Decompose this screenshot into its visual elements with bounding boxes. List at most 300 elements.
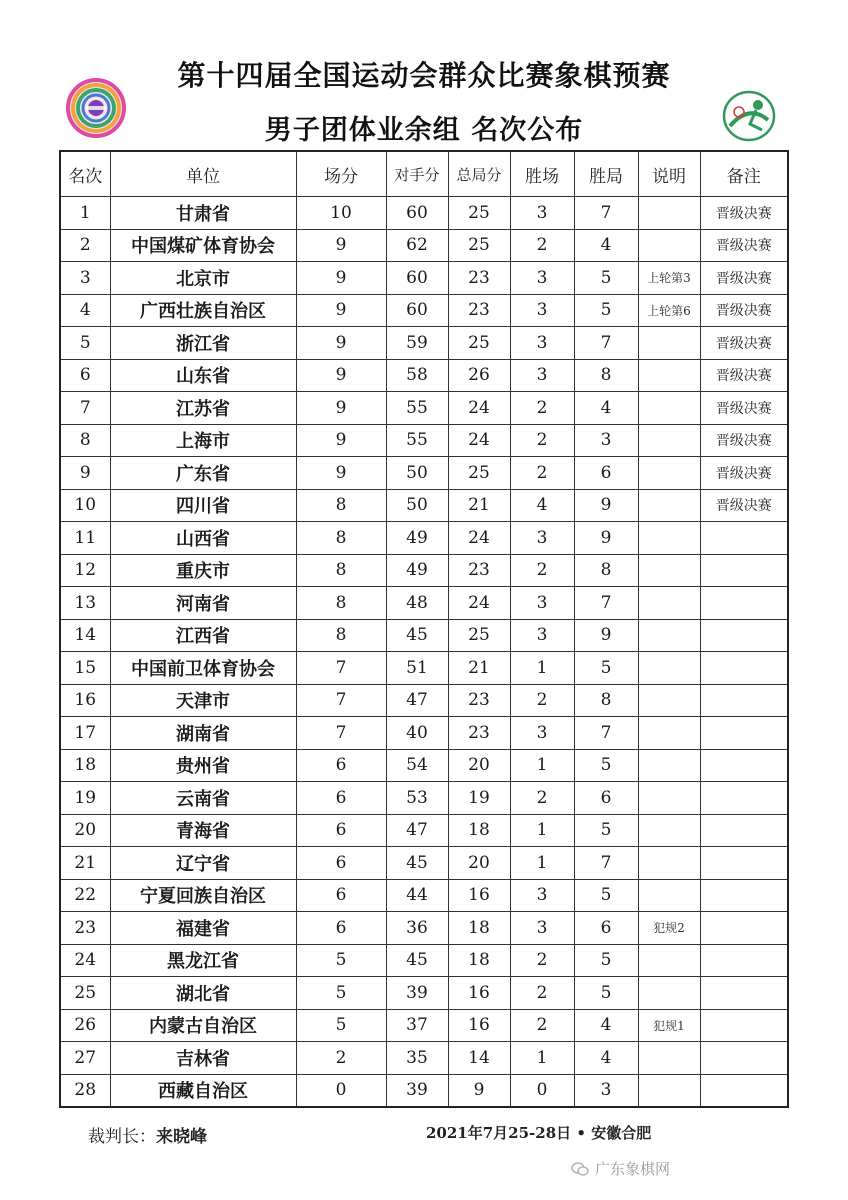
explanation-cell — [638, 944, 700, 977]
opponent-points-cell: 48 — [386, 587, 448, 620]
ranking-table — [59, 150, 789, 1108]
total-game-points-cell: 24 — [448, 522, 510, 555]
match-points-cell: 9 — [296, 359, 386, 392]
page-title: 第十四届全国运动会群众比赛象棋预赛 — [177, 59, 671, 92]
wechat-icon — [571, 1162, 589, 1176]
opponent-points-cell: 44 — [386, 879, 448, 912]
opponent-points-cell: 40 — [386, 717, 448, 750]
matches-won-cell: 2 — [510, 684, 574, 717]
explanation-cell — [638, 587, 700, 620]
games-won-cell: 5 — [574, 294, 638, 327]
explanation-cell — [638, 327, 700, 360]
explanation-cell — [638, 847, 700, 880]
games-won-cell: 9 — [574, 522, 638, 555]
table-row — [60, 392, 788, 425]
games-won-cell: 8 — [574, 359, 638, 392]
matches-won-cell: 1 — [510, 749, 574, 782]
total-game-points-cell: 14 — [448, 1042, 510, 1075]
col-header-match-points: 场分 — [296, 151, 386, 197]
remark-cell: 晋级决赛 — [700, 262, 788, 295]
total-game-points-cell: 19 — [448, 782, 510, 815]
rank-cell: 15 — [60, 652, 110, 685]
remark-cell — [700, 717, 788, 750]
remark-cell: 晋级决赛 — [700, 229, 788, 262]
games-won-cell: 7 — [574, 847, 638, 880]
date-place: 2021年7月25-28日 • 安徽合肥 — [426, 1124, 652, 1142]
table-row — [60, 1074, 788, 1107]
table-row — [60, 229, 788, 262]
rank-cell: 17 — [60, 717, 110, 750]
matches-won-cell: 3 — [510, 359, 574, 392]
match-points-cell: 5 — [296, 944, 386, 977]
matches-won-cell: 3 — [510, 327, 574, 360]
rank-cell: 12 — [60, 554, 110, 587]
match-points-cell: 7 — [296, 717, 386, 750]
table-row — [60, 749, 788, 782]
unit-cell: 内蒙古自治区 — [110, 1009, 296, 1042]
opponent-points-cell: 51 — [386, 652, 448, 685]
match-points-cell: 8 — [296, 554, 386, 587]
unit-cell: 山西省 — [110, 522, 296, 555]
watermark-text: 广东象棋网 — [595, 1160, 671, 1178]
matches-won-cell: 3 — [510, 522, 574, 555]
games-won-cell: 7 — [574, 717, 638, 750]
games-won-cell: 8 — [574, 684, 638, 717]
games-won-cell: 4 — [574, 392, 638, 425]
explanation-cell — [638, 684, 700, 717]
opponent-points-cell: 49 — [386, 522, 448, 555]
games-won-cell: 9 — [574, 619, 638, 652]
unit-cell: 宁夏回族自治区 — [110, 879, 296, 912]
total-game-points-cell: 23 — [448, 294, 510, 327]
rank-cell: 11 — [60, 522, 110, 555]
table-row — [60, 912, 788, 945]
matches-won-cell: 3 — [510, 262, 574, 295]
remark-cell: 晋级决赛 — [700, 457, 788, 490]
unit-cell: 浙江省 — [110, 327, 296, 360]
opponent-points-cell: 35 — [386, 1042, 448, 1075]
explanation-cell — [638, 457, 700, 490]
matches-won-cell: 1 — [510, 652, 574, 685]
rank-cell: 23 — [60, 912, 110, 945]
remark-cell — [700, 684, 788, 717]
rank-cell: 19 — [60, 782, 110, 815]
unit-cell: 天津市 — [110, 684, 296, 717]
page-subtitle: 男子团体业余组 名次公布 — [264, 115, 584, 146]
opponent-points-cell: 37 — [386, 1009, 448, 1042]
remark-cell — [700, 782, 788, 815]
unit-cell: 上海市 — [110, 424, 296, 457]
unit-cell: 西藏自治区 — [110, 1074, 296, 1107]
explanation-cell: 犯规2 — [638, 912, 700, 945]
watermark — [571, 1158, 670, 1179]
match-points-cell: 10 — [296, 197, 386, 230]
rank-cell: 16 — [60, 684, 110, 717]
table-row — [60, 814, 788, 847]
chief-referee-name: 来晓峰 — [156, 1127, 207, 1147]
remark-cell: 晋级决赛 — [700, 359, 788, 392]
opponent-points-cell: 47 — [386, 684, 448, 717]
unit-cell: 辽宁省 — [110, 847, 296, 880]
explanation-cell — [638, 392, 700, 425]
remark-cell — [700, 977, 788, 1010]
total-game-points-cell: 16 — [448, 1009, 510, 1042]
unit-cell: 北京市 — [110, 262, 296, 295]
rank-cell: 4 — [60, 294, 110, 327]
explanation-cell — [638, 749, 700, 782]
explanation-cell — [638, 522, 700, 555]
games-won-cell: 7 — [574, 327, 638, 360]
explanation-cell — [638, 1074, 700, 1107]
explanation-cell — [638, 1042, 700, 1075]
unit-cell: 湖北省 — [110, 977, 296, 1010]
mass-sports-logo-icon — [722, 90, 776, 142]
match-points-cell: 7 — [296, 652, 386, 685]
explanation-cell — [638, 879, 700, 912]
table-row — [60, 1042, 788, 1075]
rank-cell: 5 — [60, 327, 110, 360]
matches-won-cell: 2 — [510, 424, 574, 457]
opponent-points-cell: 58 — [386, 359, 448, 392]
matches-won-cell: 2 — [510, 554, 574, 587]
table-header-row — [60, 151, 788, 197]
remark-cell: 晋级决赛 — [700, 489, 788, 522]
matches-won-cell: 3 — [510, 619, 574, 652]
unit-cell: 江西省 — [110, 619, 296, 652]
table-row — [60, 652, 788, 685]
total-game-points-cell: 24 — [448, 424, 510, 457]
matches-won-cell: 2 — [510, 457, 574, 490]
opponent-points-cell: 36 — [386, 912, 448, 945]
table-row — [60, 847, 788, 880]
match-points-cell: 9 — [296, 392, 386, 425]
match-points-cell: 6 — [296, 912, 386, 945]
total-game-points-cell: 25 — [448, 619, 510, 652]
table-row — [60, 522, 788, 555]
match-points-cell: 2 — [296, 1042, 386, 1075]
match-points-cell: 6 — [296, 782, 386, 815]
matches-won-cell: 1 — [510, 1042, 574, 1075]
games-won-cell: 5 — [574, 977, 638, 1010]
table-row — [60, 619, 788, 652]
match-points-cell: 9 — [296, 424, 386, 457]
matches-won-cell: 2 — [510, 782, 574, 815]
rank-cell: 9 — [60, 457, 110, 490]
explanation-cell — [638, 652, 700, 685]
table-row — [60, 1009, 788, 1042]
games-won-cell: 8 — [574, 554, 638, 587]
unit-cell: 中国前卫体育协会 — [110, 652, 296, 685]
opponent-points-cell: 50 — [386, 489, 448, 522]
match-points-cell: 8 — [296, 587, 386, 620]
unit-cell: 黑龙江省 — [110, 944, 296, 977]
match-points-cell: 6 — [296, 749, 386, 782]
matches-won-cell: 1 — [510, 814, 574, 847]
explanation-cell — [638, 489, 700, 522]
col-header-explanation: 说明 — [638, 151, 700, 197]
total-game-points-cell: 20 — [448, 749, 510, 782]
match-points-cell: 9 — [296, 457, 386, 490]
remark-cell — [700, 847, 788, 880]
explanation-cell — [638, 814, 700, 847]
total-game-points-cell: 25 — [448, 457, 510, 490]
table-row — [60, 327, 788, 360]
opponent-points-cell: 60 — [386, 197, 448, 230]
match-points-cell: 6 — [296, 814, 386, 847]
unit-cell: 福建省 — [110, 912, 296, 945]
matches-won-cell: 0 — [510, 1074, 574, 1107]
games-won-cell: 5 — [574, 814, 638, 847]
games-won-cell: 3 — [574, 424, 638, 457]
rank-cell: 6 — [60, 359, 110, 392]
remark-cell — [700, 652, 788, 685]
table-row — [60, 684, 788, 717]
total-game-points-cell: 9 — [448, 1074, 510, 1107]
remark-cell — [700, 522, 788, 555]
games-won-cell: 7 — [574, 197, 638, 230]
remark-cell — [700, 554, 788, 587]
total-game-points-cell: 24 — [448, 392, 510, 425]
explanation-cell — [638, 554, 700, 587]
games-won-cell: 5 — [574, 262, 638, 295]
match-points-cell: 5 — [296, 1009, 386, 1042]
opponent-points-cell: 45 — [386, 944, 448, 977]
total-game-points-cell: 21 — [448, 489, 510, 522]
table-row — [60, 262, 788, 295]
explanation-cell — [638, 229, 700, 262]
unit-cell: 云南省 — [110, 782, 296, 815]
col-header-rank: 名次 — [60, 151, 110, 197]
games-won-cell: 5 — [574, 749, 638, 782]
remark-cell — [700, 1042, 788, 1075]
total-game-points-cell: 25 — [448, 197, 510, 230]
rank-cell: 2 — [60, 229, 110, 262]
opponent-points-cell: 45 — [386, 847, 448, 880]
total-game-points-cell: 23 — [448, 262, 510, 295]
match-points-cell: 9 — [296, 294, 386, 327]
remark-cell — [700, 944, 788, 977]
total-game-points-cell: 16 — [448, 879, 510, 912]
opponent-points-cell: 50 — [386, 457, 448, 490]
unit-cell: 甘肃省 — [110, 197, 296, 230]
unit-cell: 四川省 — [110, 489, 296, 522]
opponent-points-cell: 39 — [386, 1074, 448, 1107]
remark-cell: 晋级决赛 — [700, 327, 788, 360]
matches-won-cell: 1 — [510, 847, 574, 880]
games-won-cell: 4 — [574, 1042, 638, 1075]
rank-cell: 7 — [60, 392, 110, 425]
matches-won-cell: 2 — [510, 1009, 574, 1042]
unit-cell: 贵州省 — [110, 749, 296, 782]
explanation-cell — [638, 197, 700, 230]
remark-cell — [700, 619, 788, 652]
rank-cell: 21 — [60, 847, 110, 880]
rank-cell: 24 — [60, 944, 110, 977]
explanation-cell — [638, 359, 700, 392]
opponent-points-cell: 47 — [386, 814, 448, 847]
games-won-cell: 6 — [574, 912, 638, 945]
remark-cell — [700, 879, 788, 912]
unit-cell: 山东省 — [110, 359, 296, 392]
explanation-cell: 犯规1 — [638, 1009, 700, 1042]
matches-won-cell: 2 — [510, 944, 574, 977]
total-game-points-cell: 23 — [448, 554, 510, 587]
games-won-cell: 4 — [574, 229, 638, 262]
games-emblem-icon — [64, 76, 128, 140]
table-row — [60, 359, 788, 392]
table-row — [60, 424, 788, 457]
rank-cell: 14 — [60, 619, 110, 652]
match-points-cell: 0 — [296, 1074, 386, 1107]
total-game-points-cell: 26 — [448, 359, 510, 392]
unit-cell: 吉林省 — [110, 1042, 296, 1075]
table-row — [60, 457, 788, 490]
match-points-cell: 8 — [296, 522, 386, 555]
match-points-cell: 9 — [296, 262, 386, 295]
remark-cell: 晋级决赛 — [700, 424, 788, 457]
games-won-cell: 5 — [574, 879, 638, 912]
unit-cell: 重庆市 — [110, 554, 296, 587]
remark-cell — [700, 1074, 788, 1107]
remark-cell — [700, 749, 788, 782]
opponent-points-cell: 60 — [386, 294, 448, 327]
opponent-points-cell: 60 — [386, 262, 448, 295]
col-header-remark: 备注 — [700, 151, 788, 197]
matches-won-cell: 3 — [510, 587, 574, 620]
explanation-cell — [638, 619, 700, 652]
remark-cell: 晋级决赛 — [700, 197, 788, 230]
opponent-points-cell: 39 — [386, 977, 448, 1010]
match-points-cell: 5 — [296, 977, 386, 1010]
total-game-points-cell: 23 — [448, 717, 510, 750]
unit-cell: 湖南省 — [110, 717, 296, 750]
col-header-games-won: 胜局 — [574, 151, 638, 197]
matches-won-cell: 3 — [510, 912, 574, 945]
table-row — [60, 294, 788, 327]
rank-cell: 3 — [60, 262, 110, 295]
remark-cell: 晋级决赛 — [700, 392, 788, 425]
col-header-total-game-points: 总局分 — [448, 151, 510, 197]
unit-cell: 江苏省 — [110, 392, 296, 425]
matches-won-cell: 3 — [510, 717, 574, 750]
table-body — [60, 197, 788, 1108]
table-row — [60, 197, 788, 230]
explanation-cell: 上轮第6 — [638, 294, 700, 327]
table-row — [60, 489, 788, 522]
explanation-cell: 上轮第3 — [638, 262, 700, 295]
remark-cell — [700, 587, 788, 620]
explanation-cell — [638, 977, 700, 1010]
match-points-cell: 7 — [296, 684, 386, 717]
opponent-points-cell: 45 — [386, 619, 448, 652]
rank-cell: 25 — [60, 977, 110, 1010]
matches-won-cell: 4 — [510, 489, 574, 522]
table-row — [60, 977, 788, 1010]
opponent-points-cell: 53 — [386, 782, 448, 815]
total-game-points-cell: 21 — [448, 652, 510, 685]
match-points-cell: 8 — [296, 619, 386, 652]
table-row — [60, 717, 788, 750]
unit-cell: 河南省 — [110, 587, 296, 620]
total-game-points-cell: 25 — [448, 229, 510, 262]
table-row — [60, 782, 788, 815]
games-won-cell: 4 — [574, 1009, 638, 1042]
explanation-cell — [638, 782, 700, 815]
explanation-cell — [638, 717, 700, 750]
total-game-points-cell: 24 — [448, 587, 510, 620]
opponent-points-cell: 62 — [386, 229, 448, 262]
matches-won-cell: 3 — [510, 294, 574, 327]
opponent-points-cell: 55 — [386, 424, 448, 457]
table-row — [60, 879, 788, 912]
total-game-points-cell: 25 — [448, 327, 510, 360]
unit-cell: 青海省 — [110, 814, 296, 847]
opponent-points-cell: 54 — [386, 749, 448, 782]
table-row — [60, 587, 788, 620]
total-game-points-cell: 18 — [448, 912, 510, 945]
chief-referee — [88, 1122, 207, 1147]
match-points-cell: 8 — [296, 489, 386, 522]
opponent-points-cell: 55 — [386, 392, 448, 425]
unit-cell: 广西壮族自治区 — [110, 294, 296, 327]
total-game-points-cell: 16 — [448, 977, 510, 1010]
matches-won-cell: 2 — [510, 392, 574, 425]
rank-cell: 26 — [60, 1009, 110, 1042]
games-won-cell: 6 — [574, 457, 638, 490]
matches-won-cell: 3 — [510, 879, 574, 912]
games-won-cell: 6 — [574, 782, 638, 815]
games-won-cell: 7 — [574, 587, 638, 620]
rank-cell: 8 — [60, 424, 110, 457]
games-won-cell: 9 — [574, 489, 638, 522]
remark-cell — [700, 912, 788, 945]
col-header-matches-won: 胜场 — [510, 151, 574, 197]
match-points-cell: 6 — [296, 879, 386, 912]
remark-cell: 晋级决赛 — [700, 294, 788, 327]
rank-cell: 22 — [60, 879, 110, 912]
explanation-cell — [638, 424, 700, 457]
rank-cell: 27 — [60, 1042, 110, 1075]
unit-cell: 广东省 — [110, 457, 296, 490]
col-header-opponent-points: 对手分 — [386, 151, 448, 197]
table-row — [60, 944, 788, 977]
games-won-cell: 5 — [574, 944, 638, 977]
total-game-points-cell: 18 — [448, 944, 510, 977]
matches-won-cell: 3 — [510, 197, 574, 230]
games-won-cell: 3 — [574, 1074, 638, 1107]
opponent-points-cell: 59 — [386, 327, 448, 360]
rank-cell: 13 — [60, 587, 110, 620]
unit-cell: 中国煤矿体育协会 — [110, 229, 296, 262]
match-points-cell: 6 — [296, 847, 386, 880]
remark-cell — [700, 1009, 788, 1042]
rank-cell: 20 — [60, 814, 110, 847]
rank-cell: 1 — [60, 197, 110, 230]
total-game-points-cell: 23 — [448, 684, 510, 717]
rank-cell: 28 — [60, 1074, 110, 1107]
total-game-points-cell: 20 — [448, 847, 510, 880]
match-points-cell: 9 — [296, 327, 386, 360]
chief-referee-label: 裁判长： — [88, 1127, 156, 1147]
table-row — [60, 554, 788, 587]
games-won-cell: 5 — [574, 652, 638, 685]
matches-won-cell: 2 — [510, 977, 574, 1010]
rank-cell: 10 — [60, 489, 110, 522]
rank-cell: 18 — [60, 749, 110, 782]
opponent-points-cell: 49 — [386, 554, 448, 587]
col-header-unit: 单位 — [110, 151, 296, 197]
remark-cell — [700, 814, 788, 847]
